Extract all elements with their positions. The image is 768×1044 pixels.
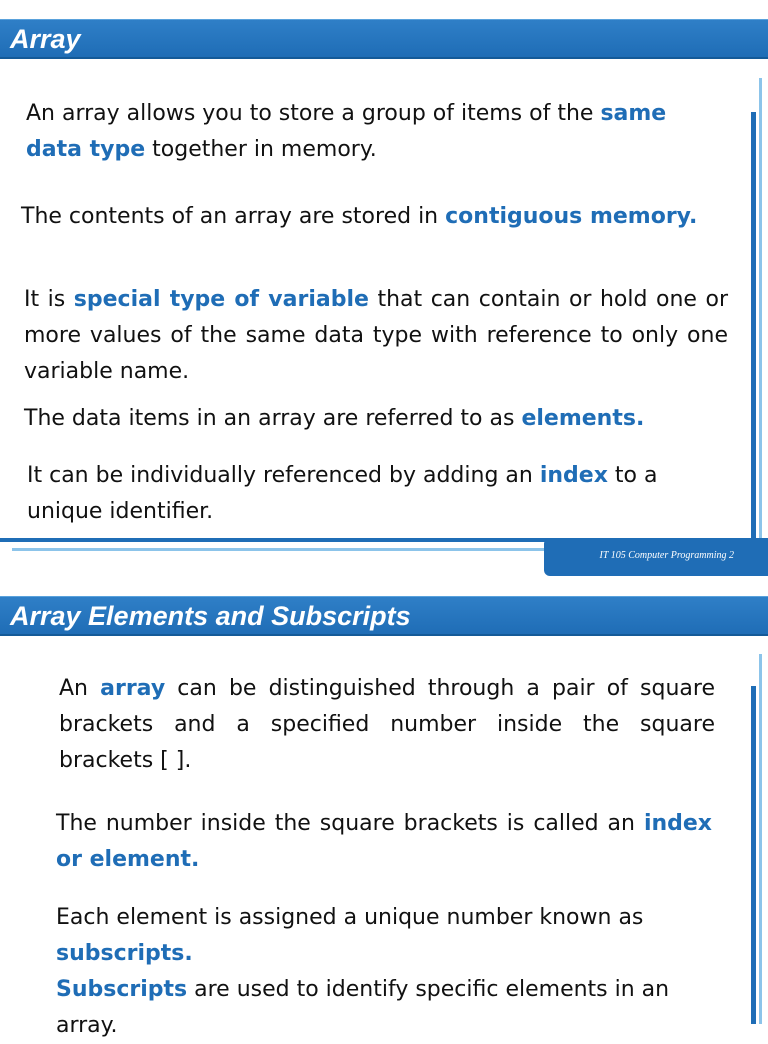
decorative-vertical-line-thick bbox=[751, 686, 756, 1024]
highlight-subscripts-term: Subscripts bbox=[56, 977, 188, 1002]
paragraph-subscripts bbox=[56, 900, 716, 1044]
text: The data items in an array are referred to as bbox=[24, 406, 522, 431]
slide-title: Array bbox=[10, 24, 81, 54]
highlight-subscripts: subscripts. bbox=[56, 941, 193, 966]
highlight-elements: elements. bbox=[521, 406, 645, 431]
text: are used to identify specific elements in an array. bbox=[56, 977, 670, 1038]
decorative-horizontal-line-thick bbox=[0, 538, 552, 542]
text: An array allows you to store a group of items of the bbox=[26, 101, 601, 126]
slide-title: Array Elements and Subscripts bbox=[10, 601, 411, 631]
footer-badge bbox=[544, 538, 768, 576]
paragraph-array-brackets bbox=[59, 671, 715, 779]
paragraph-index bbox=[27, 458, 717, 530]
paragraph-special-variable bbox=[24, 282, 728, 390]
decorative-vertical-line-thin bbox=[759, 78, 762, 540]
paragraph-contiguous-memory bbox=[21, 199, 728, 235]
slide-title-bar bbox=[0, 596, 768, 636]
line-subscripts-identify bbox=[56, 972, 716, 1044]
highlight-contiguous-memory: contiguous memory. bbox=[445, 204, 698, 229]
text: An bbox=[59, 676, 101, 701]
decorative-vertical-line-thick bbox=[751, 112, 756, 540]
slide-title-bar bbox=[0, 19, 768, 59]
slide-array-elements-subscripts bbox=[0, 578, 768, 1038]
text: to a unique identifier. bbox=[27, 463, 658, 524]
highlight-array: array bbox=[100, 676, 166, 701]
paragraph-index-or-element bbox=[56, 806, 712, 878]
text: It can be individually referenced by adding an bbox=[27, 463, 540, 488]
highlight-same-data-type: same data type bbox=[26, 101, 667, 162]
footer-course-label: IT 105 Computer Programming 2 bbox=[599, 550, 734, 561]
text: that can contain or hold one or more values of the same data type with reference to only one variable name. bbox=[24, 287, 728, 384]
highlight-index: index bbox=[539, 463, 608, 488]
text: The number inside the square brackets is called an bbox=[56, 811, 644, 836]
decorative-horizontal-line-thin bbox=[12, 548, 552, 551]
text: can be distinguished through a pair of square brackets and a specified number inside the square brackets [ ]. bbox=[59, 676, 715, 773]
text: It is bbox=[24, 287, 74, 312]
text: Each element is assigned a unique number known as bbox=[56, 905, 644, 930]
highlight-index-or-element: index or element. bbox=[56, 811, 712, 872]
paragraph-array-definition bbox=[26, 96, 726, 168]
paragraph-elements bbox=[24, 401, 728, 437]
text: The contents of an array are stored in bbox=[21, 204, 446, 229]
line-unique-number bbox=[56, 900, 716, 972]
text: together in memory. bbox=[145, 137, 377, 162]
highlight-special-type-of-variable: special type of variable bbox=[73, 287, 369, 312]
decorative-vertical-line-thin bbox=[759, 654, 762, 1024]
